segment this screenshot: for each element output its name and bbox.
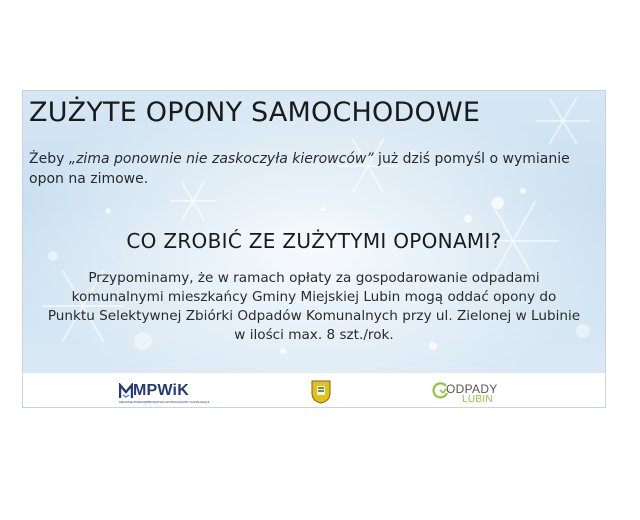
winter-banner [23, 91, 605, 373]
mpwik-tagline: MIEJSKIE PRZEDSIĘBIORSTWO WODOCIĄGÓW I KANALIZACJI [119, 400, 210, 404]
mpwik-mark-icon [119, 383, 133, 399]
body-line: komunalnymi mieszkańcy Gminy Miejskiej Lubin mogą oddać opony do [71, 289, 557, 305]
body-line: Punktu Selektywnej Zbiórki Odpadów Komunalnych przy ul. Zielonej w Lubinie [47, 308, 581, 324]
city-crest-icon [311, 380, 331, 404]
subheading: CO ZROBIĆ ZE ZUŻYTYMI OPONAMI? [126, 229, 502, 253]
body-text [33, 269, 595, 345]
headline: ZUŻYTE OPONY SAMOCHODOWE [29, 97, 481, 128]
intro-suffix: już dziś pomyśl o wymianie opon na zimowe. [29, 151, 570, 187]
poster [22, 90, 606, 408]
odpady-lubin-logo [431, 381, 507, 405]
intro-prefix: Żeby [29, 151, 69, 167]
mpwik-logo [119, 382, 213, 404]
body-line: Przypominamy, że w ramach opłaty za gospodarowanie odpadami [88, 270, 540, 286]
intro-text [29, 149, 589, 189]
lubin-wordmark: LUBIN [462, 394, 493, 405]
body-line: w ilości max. 8 szt./rok. [234, 327, 394, 343]
mpwik-wordmark: MPWiK [133, 382, 189, 399]
odpady-wordmark: ODPADY [446, 382, 498, 396]
logo-bar [23, 373, 605, 407]
intro-quote: „zima ponownie nie zaskoczyła kierowców” [68, 151, 374, 167]
